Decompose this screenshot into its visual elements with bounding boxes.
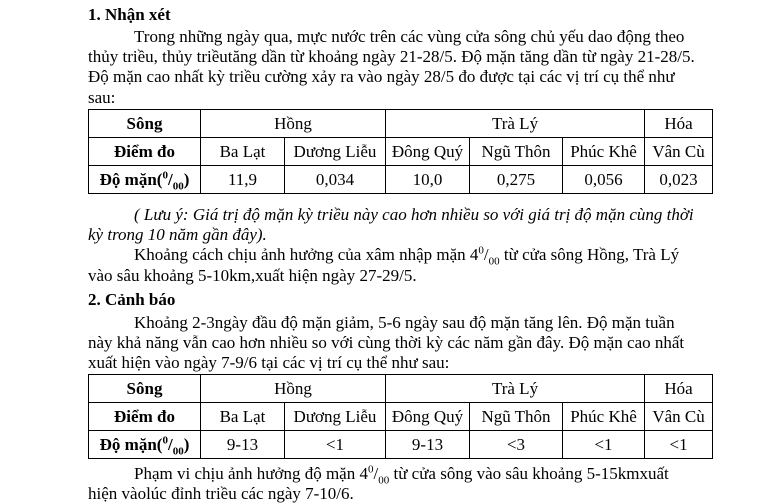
section1-heading: 1. Nhận xét: [88, 5, 171, 24]
label-station: Điểm đo: [89, 138, 201, 166]
value-dong-quy: 9-13: [386, 431, 470, 459]
value-ngu-thon: 0,275: [470, 166, 563, 194]
station-duong-lieu: Dương Liễu: [285, 138, 386, 166]
forecast-influence-line-1: Phạm vi chịu ảnh hưởng độ mặn $4^0/_{00}$ từ cửa sông vào sâu khoảng 5-15kmxuất: [134, 463, 669, 487]
value-van-cu: 0,023: [645, 166, 713, 194]
table-row: [89, 375, 713, 403]
value-dong-quy: 10,0: [386, 166, 470, 194]
label-salinity: Độ $mặn(^0/_{00})$: [89, 431, 201, 459]
forecast-influence-line-2: hiện vàolúc đỉnh triều các ngày 7-10/6.: [88, 484, 354, 503]
salinity-forecast-table: [88, 374, 713, 459]
river-hong: Hồng: [201, 375, 386, 403]
influence-line-1: Khoảng cách chịu ảnh hưởng của xâm nhập mặn $4^0/_{00}$ từ cửa sông Hồng, Trà Lý: [134, 244, 680, 268]
value-van-cu: <1: [645, 431, 713, 459]
table-row: [89, 403, 713, 431]
station-ba-lat: Ba Lạt: [201, 403, 285, 431]
section1-paragraph-line-3: Độ mặn cao nhất kỳ triều cường xảy ra vào ngày 28/5 đo được tại các vị trí cụ thể như: [88, 67, 675, 86]
river-hong: Hồng: [201, 110, 386, 138]
section1-paragraph-line-4: sau:: [88, 88, 116, 107]
station-phuc-khe: Phúc Khê: [563, 403, 645, 431]
station-ba-lat: Ba Lạt: [201, 138, 285, 166]
station-duong-lieu: Dương Liễu: [285, 403, 386, 431]
river-hoa: Hóa: [645, 110, 713, 138]
table-row: [89, 431, 713, 459]
section2-heading: 2. Cảnh báo: [88, 290, 176, 309]
table-row: [89, 138, 713, 166]
station-van-cu: Vân Cù: [645, 138, 713, 166]
note-line-1: ( Lưu ý: Giá trị độ mặn kỳ triều này cao hơn nhiều so với giá trị độ mặn cùng thời: [134, 205, 694, 224]
label-salinity: Độ $mặn(^0/_{00})$: [89, 166, 201, 194]
value-phuc-khe: 0,056: [563, 166, 645, 194]
value-ba-lat: 11,9: [201, 166, 285, 194]
salinity-observed-table: [88, 109, 713, 194]
value-duong-lieu: <1: [285, 431, 386, 459]
label-river: Sông: [89, 110, 201, 138]
station-dong-quy: Đông Quý: [386, 138, 470, 166]
station-van-cu: Vân Cù: [645, 403, 713, 431]
table-row: [89, 110, 713, 138]
station-dong-quy: Đông Quý: [386, 403, 470, 431]
influence-line-2: vào sâu khoảng 5-10km,xuất hiện ngày 27-29/5.: [88, 266, 417, 285]
table-row: [89, 166, 713, 194]
river-tra-ly: Trà Lý: [386, 375, 645, 403]
station-phuc-khe: Phúc Khê: [563, 138, 645, 166]
section1-paragraph-line-2: thủy triều, thủy triềutăng dần từ khoảng ngày 21-28/5. Độ mặn tăng dần từ ngày 21-28/5.: [88, 47, 695, 66]
value-phuc-khe: <1: [563, 431, 645, 459]
station-ngu-thon: Ngũ Thôn: [470, 403, 563, 431]
note-line-2: kỳ trong 10 năm gần đây).: [88, 225, 267, 244]
station-ngu-thon: Ngũ Thôn: [470, 138, 563, 166]
section1-paragraph-line-1: Trong những ngày qua, mực nước trên các vùng cửa sông chủ yếu dao động theo: [134, 27, 685, 46]
section2-paragraph-line-1: Khoảng 2-3ngày đầu độ mặn giảm, 5-6 ngày sau độ mặn tăng lên. Độ mặn tuần: [134, 313, 675, 332]
label-river: Sông: [89, 375, 201, 403]
section2-paragraph-line-3: xuất hiện vào ngày 7-9/6 tại các vị trí cụ thể như sau:: [88, 353, 450, 372]
value-ba-lat: 9-13: [201, 431, 285, 459]
river-hoa: Hóa: [645, 375, 713, 403]
label-station: Điểm đo: [89, 403, 201, 431]
value-duong-lieu: 0,034: [285, 166, 386, 194]
value-ngu-thon: <3: [470, 431, 563, 459]
river-tra-ly: Trà Lý: [386, 110, 645, 138]
section2-paragraph-line-2: này khả năng vẫn cao hơn nhiều so với cùng thời kỳ các năm gần đây. Độ mặn cao nhất: [88, 333, 685, 352]
